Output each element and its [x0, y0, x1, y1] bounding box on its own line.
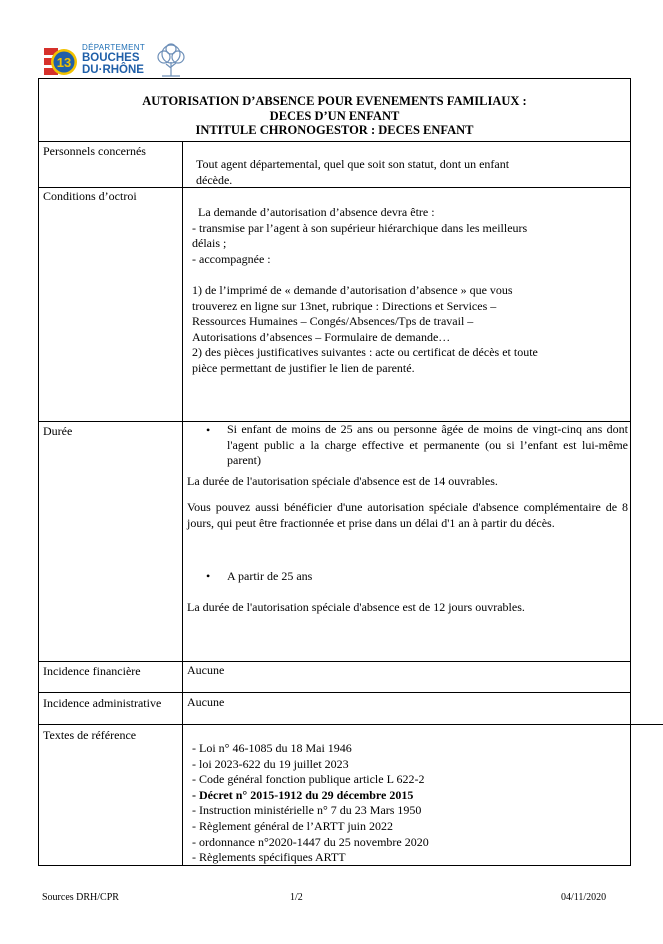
reference-line: - Instruction ministérielle n° 7 du 23 Mars 1950 — [192, 803, 422, 818]
incidence-financiere-value: Aucune — [187, 663, 225, 677]
conditions-line: trouverez en ligne sur 13net, rubrique : Directions et Services – — [192, 298, 497, 313]
reference-line: - Décret n° 2015-1912 du 29 décembre 2015 — [192, 787, 414, 802]
reference-line: - Règlement général de l’ARTT juin 2022 — [192, 818, 394, 833]
logo-line1: DÉPARTEMENT — [82, 43, 146, 52]
label-duree: Durée — [43, 424, 73, 438]
duree-para2: Vous pouvez aussi bénéficier d'une autorisation spéciale d'absence complémentaire de 8 jours, qui peut être fractionnée et prise dans un délai d'1 an à partir du décès. — [187, 500, 628, 530]
reference-line: - ordonnance n°2020-1447 du 25 novembre 2020 — [192, 834, 429, 849]
row-divider — [38, 692, 631, 693]
row-divider — [38, 724, 663, 725]
conditions-line: - transmise par l’agent à son supérieur hiérarchique dans les meilleurs — [192, 220, 528, 235]
incidence-administrative-value: Aucune — [187, 695, 225, 709]
bullet-icon: • — [206, 423, 211, 437]
reference-line: - loi 2023-622 du 19 juillet 2023 — [192, 756, 349, 771]
reference-line: - Règlements spécifiques ARTT — [192, 850, 346, 865]
label-incidence-administrative: Incidence administrative — [43, 696, 162, 710]
title-line3: INTITULE CHRONOGESTOR : DECES ENFANT — [195, 123, 474, 137]
title-line2: DECES D’UN ENFANT — [269, 108, 400, 123]
footer-date: 04/11/2020 — [561, 892, 607, 903]
reference-line: - Loi n° 46-1085 du 18 Mai 1946 — [192, 741, 352, 755]
personnels-line1: Tout agent départemental, quel que soit son statut, dont un enfant — [196, 157, 510, 171]
label-conditions: Conditions d’octroi — [43, 189, 137, 203]
textes-value — [192, 741, 622, 866]
label-textes: Textes de référence — [43, 728, 137, 742]
label-incidence-financiere: Incidence financière — [43, 664, 141, 678]
conditions-line: pièce permettant de justifier le lien de parenté. — [192, 360, 415, 375]
duree-para3: La durée de l'autorisation spéciale d'absence est de 12 jours ouvrables. — [187, 600, 525, 614]
reference-line: - Code général fonction publique article L 622-2 — [192, 772, 425, 787]
badge-number: 13 — [56, 55, 72, 70]
department-logo — [44, 42, 190, 80]
duree-para1: La durée de l'autorisation spéciale d'absence est de 14 ouvrables. — [187, 474, 498, 488]
row-divider — [38, 661, 631, 662]
logo-text — [82, 44, 145, 76]
bullet-icon: • — [206, 569, 211, 583]
column-divider — [182, 141, 183, 866]
footer-source: Sources DRH/CPR — [42, 892, 119, 903]
conditions-line: Ressources Humaines – Congés/Absences/Tps de travail – — [192, 314, 474, 329]
conditions-line: 1) de l’imprimé de « demande d’autorisation d’absence » que vous — [192, 282, 513, 297]
conditions-line: La demande d’autorisation d’absence devra être : — [198, 205, 435, 219]
duree-bullet1: Si enfant de moins de 25 ans ou personne âgée de moins de vingt-cinq ans dont l'agent public a la charge effective et permanente (ou si l’enfant est lui-même parent) — [227, 422, 628, 468]
row-divider — [38, 141, 631, 142]
conditions-value — [192, 205, 622, 377]
duree-bullet2: A partir de 25 ans — [227, 569, 313, 583]
footer-page-number: 1/2 — [290, 892, 303, 903]
logo-line3: DU·RHÔNE — [82, 63, 144, 76]
conditions-line: Autorisations d’absences – Formulaire de demande… — [192, 329, 451, 344]
logo-line2: BOUCHES — [82, 52, 140, 64]
badge-13-icon — [44, 46, 78, 78]
conditions-line: 2) des pièces justificatives suivantes : acte ou certificat de décès et toute — [192, 345, 538, 360]
personnels-line2: décède. — [196, 172, 233, 187]
conditions-line: - accompagnée : — [192, 251, 271, 266]
document-title — [38, 94, 631, 138]
label-personnels: Personnels concernés — [43, 144, 146, 158]
tree-icon — [152, 42, 190, 80]
title-line1: AUTORISATION D’ABSENCE POUR EVENEMENTS FAMILIAUX : — [142, 94, 527, 108]
conditions-line: délais ; — [192, 236, 227, 251]
personnels-value — [196, 157, 616, 188]
